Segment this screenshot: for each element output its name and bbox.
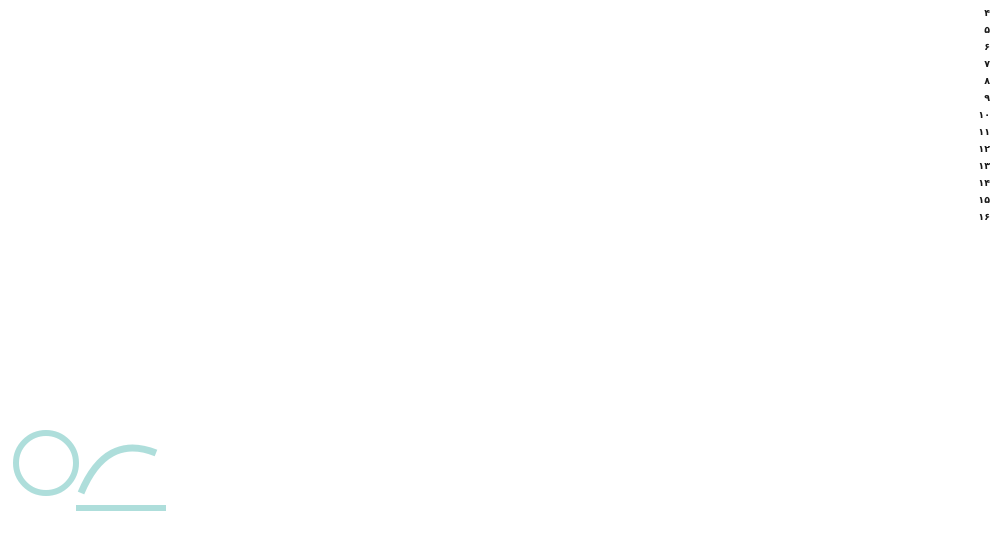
clause-8 bbox=[8, 74, 990, 89]
clause-15 bbox=[8, 193, 990, 208]
clause-number: ۱۱ bbox=[978, 127, 990, 138]
clause-6 bbox=[8, 40, 990, 55]
clause-number: ۷ bbox=[984, 59, 990, 70]
clause-number: ۱۰ bbox=[978, 110, 990, 121]
clause-12 bbox=[8, 142, 990, 157]
clause-14 bbox=[8, 176, 990, 191]
clause-7 bbox=[8, 57, 990, 72]
clause-13 bbox=[8, 159, 990, 174]
clause-16 bbox=[8, 210, 990, 225]
clause-4 bbox=[8, 6, 990, 21]
clause-5 bbox=[8, 23, 990, 38]
clause-11 bbox=[8, 125, 990, 140]
clause-number: ۱۶ bbox=[978, 212, 990, 223]
clause-number: ۶ bbox=[984, 42, 990, 53]
clause-number: ۱۲ bbox=[978, 144, 990, 155]
clause-number: ۹ bbox=[984, 93, 990, 104]
clause-number: ۱۴ bbox=[978, 178, 990, 189]
clause-number: ۱۵ bbox=[978, 195, 990, 206]
clause-10 bbox=[8, 108, 990, 123]
clause-number: ۵ bbox=[984, 25, 990, 36]
clause-number: ۴ bbox=[984, 8, 990, 19]
clause-9 bbox=[8, 91, 990, 106]
clause-number: ۱۳ bbox=[978, 161, 990, 172]
document-body bbox=[8, 6, 990, 539]
clause-number: ۸ bbox=[984, 76, 990, 87]
